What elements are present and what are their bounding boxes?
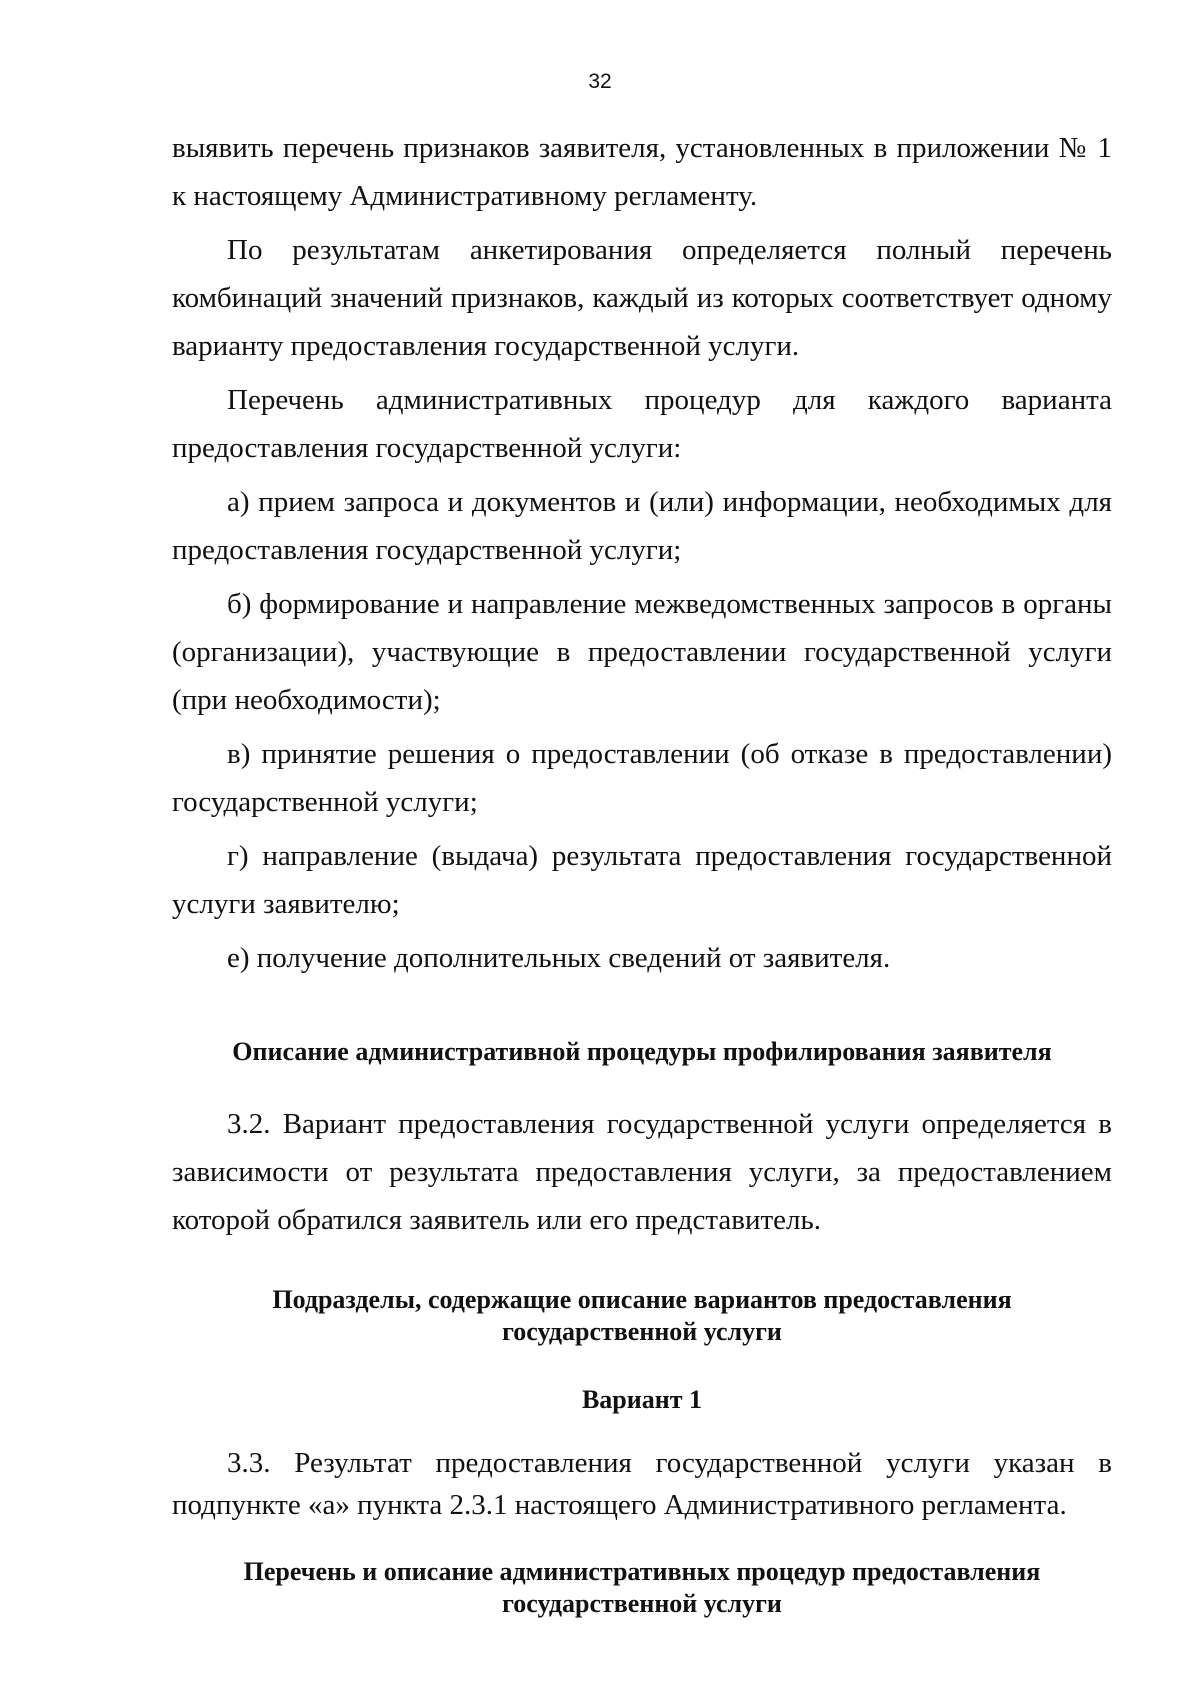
paragraph-continuation: выявить перечень признаков заявителя, установленных в приложении № 1 к настоящему Административному регламенту. <box>172 132 1112 212</box>
list-item-a: а) прием запроса и документов и (или) информации, необходимых для предоставления государственной услуги; <box>172 486 1112 566</box>
heading-procedures-list <box>172 1556 1112 1620</box>
paragraph-3-2: 3.2. Вариант предоставления государственной услуги определяется в зависимости от результата предоставления услуги, за предоставлением которой обратился заявитель или его представитель. <box>172 1108 1112 1236</box>
list-item-g: г) направление (выдача) результата предоставления государственной услуги заявителю; <box>172 840 1112 920</box>
heading-procedures-list-line1: Перечень и описание административных процедур предоставления <box>243 1557 1041 1586</box>
heading-variant-1: Вариант 1 <box>581 1385 703 1414</box>
heading-variant-subsections-line2: государственной услуги <box>502 1317 782 1346</box>
list-item-e: е) получение дополнительных сведений от заявителя. <box>227 942 891 974</box>
document-body <box>172 124 1112 1620</box>
list-item-b: б) формирование и направление межведомственных запросов в органы (организации), участвующие в предоставлении государственной услуги (при необходимости); <box>172 588 1112 716</box>
paragraph-survey-results: По результатам анкетирования определяется полный перечень комбинаций значений признаков, каждый из которых соответствует одному варианту предоставления государственной услуги. <box>172 234 1112 362</box>
heading-variant-subsections <box>172 1284 1112 1348</box>
list-item-v: в) принятие решения о предоставлении (об отказе в предоставлении) государственной услуги; <box>172 738 1112 818</box>
heading-variant-subsections-line1: Подразделы, содержащие описание вариантов предоставления <box>272 1285 1012 1314</box>
heading-procedures-list-line2: государственной услуги <box>502 1589 782 1618</box>
page-number: 32 <box>588 70 612 93</box>
heading-profiling-procedure: Описание административной процедуры профилирования заявителя <box>232 1037 1052 1066</box>
paragraph-procedures-intro: Перечень административных процедур для каждого варианта предоставления государственной услуги: <box>172 384 1112 464</box>
paragraph-3-3: 3.3. Результат предоставления государственной услуги указан в подпункте «а» пункта 2.3.1 настоящего Административного регламента. <box>172 1447 1112 1521</box>
